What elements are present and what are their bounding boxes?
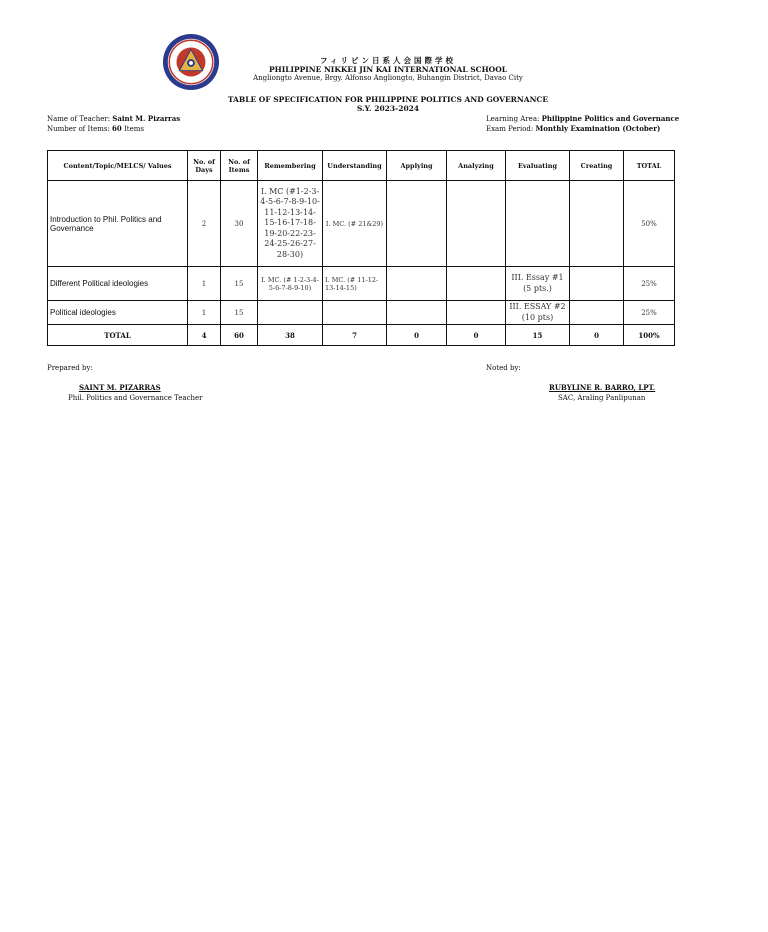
- table-row: [48, 267, 675, 301]
- creating-cell: [570, 301, 624, 325]
- items-cell: 15: [221, 267, 258, 301]
- grand-total-cell: 100%: [624, 325, 675, 346]
- header-cell: Content/Topic/MELCS/ Values: [48, 151, 188, 181]
- teacher-label: Name of Teacher:: [47, 115, 111, 123]
- header-cell: TOTAL: [624, 151, 675, 181]
- creating-cell: [570, 181, 624, 267]
- understanding-cell: I. MC. (# 21&29): [323, 181, 387, 267]
- exam-period: Monthly Examination (October): [535, 124, 661, 133]
- analyzing-cell: [447, 267, 506, 301]
- exam-info: [486, 114, 679, 134]
- totals-row: [48, 325, 675, 346]
- topic-cell: Political ideologies: [48, 301, 188, 325]
- header-cell: Applying: [387, 151, 447, 181]
- total-applying-cell: 0: [387, 325, 447, 346]
- totals-label: TOTAL: [48, 325, 188, 346]
- preparer-name: SAINT M. PIZARRAS: [79, 383, 161, 392]
- total-cell: 25%: [624, 267, 675, 301]
- header-cell: No. of Items: [221, 151, 258, 181]
- understanding-cell: [323, 301, 387, 325]
- teacher-name: Saint M. Pizarras: [112, 114, 181, 123]
- total-creating-cell: 0: [570, 325, 624, 346]
- analyzing-cell: [447, 181, 506, 267]
- noter-role: SAC, Araling Panlipunan: [558, 394, 646, 402]
- total-cell: 25%: [624, 301, 675, 325]
- japanese-school-name: フィリピン日系人会国際学校: [320, 56, 456, 65]
- total-days-cell: 4: [188, 325, 221, 346]
- remembering-cell: I. MC. (# 1-2-3-4-5-6-7-8-9-10): [258, 267, 323, 301]
- evaluating-cell: III. Essay #1 (5 pts.): [506, 267, 570, 301]
- prepared-by-label: Prepared by:: [47, 364, 93, 372]
- noter-name: RUBYLINE R. BARRO, LPT.: [549, 383, 656, 392]
- total-cell: 50%: [624, 181, 675, 267]
- header-cell: Remembering: [258, 151, 323, 181]
- days-cell: 2: [188, 181, 221, 267]
- preparer-role: Phil. Politics and Governance Teacher: [68, 394, 203, 402]
- evaluating-cell: III. ESSAY #2 (10 pts): [506, 301, 570, 325]
- items-label: Number of Items:: [47, 125, 110, 133]
- school-name: PHILIPPINE NIKKEI JIN KAI INTERNATIONAL SCHOOL: [268, 65, 508, 74]
- days-cell: 1: [188, 301, 221, 325]
- header-cell: No. of Days: [188, 151, 221, 181]
- table-row: [48, 181, 675, 267]
- header-cell: Evaluating: [506, 151, 570, 181]
- creating-cell: [570, 267, 624, 301]
- document-title: TABLE OF SPECIFICATION FOR PHILIPPINE POLITICS AND GOVERNANCE: [227, 95, 549, 104]
- items-cell: 15: [221, 301, 258, 325]
- exam-label: Exam Period:: [486, 125, 534, 133]
- total-remembering-cell: 38: [258, 325, 323, 346]
- area-label: Learning Area:: [486, 115, 540, 123]
- topic-cell: Different Political ideologies: [48, 267, 188, 301]
- header-cell: Creating: [570, 151, 624, 181]
- learning-area: Philippine Politics and Governance: [541, 114, 680, 123]
- days-cell: 1: [188, 267, 221, 301]
- school-address: Angliongto Avenue, Brgy. Alfonso Angliongto, Buhangin District, Davao City: [253, 74, 523, 82]
- school-year: S.Y. 2023-2024: [356, 104, 420, 113]
- items-cell: 30: [221, 181, 258, 267]
- header-cell: Understanding: [323, 151, 387, 181]
- table-row: [48, 301, 675, 325]
- topic-cell: Introduction to Phil. Politics and Governance: [48, 181, 188, 267]
- applying-cell: [387, 301, 447, 325]
- evaluating-cell: [506, 181, 570, 267]
- items-suffix: Items: [124, 125, 144, 133]
- applying-cell: [387, 267, 447, 301]
- total-items-cell: 60: [221, 325, 258, 346]
- analyzing-cell: [447, 301, 506, 325]
- remembering-cell: I. MC (#1-2-3-4-5-6-7-8-9-10-11-12-13-14-15-16-17-18-19-20-22-23-24-25-26-27-28-30): [258, 181, 323, 267]
- items-count: 60: [112, 124, 122, 133]
- applying-cell: [387, 181, 447, 267]
- table-header-row: [48, 151, 675, 181]
- understanding-cell: I. MC. (# 11-12-13-14-15): [323, 267, 387, 301]
- specification-table: [47, 150, 675, 346]
- noted-by-label: Noted by:: [486, 364, 521, 372]
- teacher-info: [47, 114, 180, 134]
- total-understanding-cell: 7: [323, 325, 387, 346]
- header-cell: Analyzing: [447, 151, 506, 181]
- total-analyzing-cell: 0: [447, 325, 506, 346]
- total-evaluating-cell: 15: [506, 325, 570, 346]
- remembering-cell: [258, 301, 323, 325]
